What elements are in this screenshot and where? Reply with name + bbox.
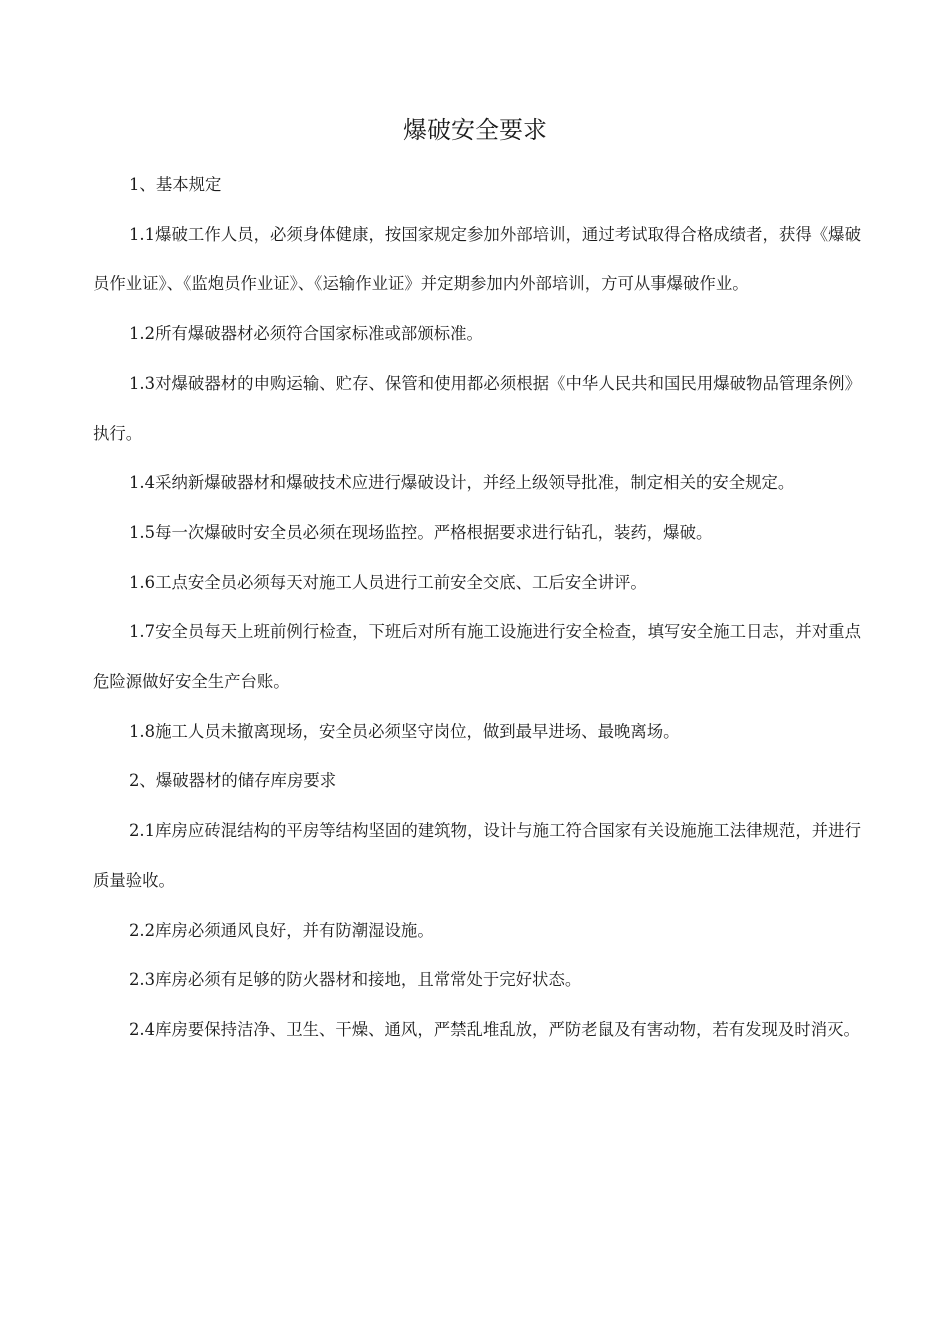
document-title: 爆破安全要求 <box>403 116 547 144</box>
section-heading-2: 2、爆破器材的储存库房要求 <box>129 771 337 791</box>
document-body <box>93 160 861 1055</box>
clause-1-2: 1.2所有爆破器材必须符合国家标准或部颁标准。 <box>129 324 483 344</box>
clause-1-6: 1.6工点安全员必须每天对施工人员进行工前安全交底、工后安全讲评。 <box>129 572 647 592</box>
clause-2-3: 2.3库房必须有足够的防火器材和接地，且常常处于完好状态。 <box>129 970 582 990</box>
clause-2-1: 2.1库房应砖混结构的平房等结构坚固的建筑物，设计与施工符合国家有关设施施工法律规范，并进行质量验收。 <box>93 821 861 890</box>
clause-1-8: 1.8施工人员未撤离现场，安全员必须坚守岗位，做到最早进场、最晚离场。 <box>129 721 680 741</box>
clause-1-3: 1.3对爆破器材的申购运输、贮存、保管和使用都必须根据《中华人民共和国民用爆破物品管理条例》执行。 <box>93 373 861 443</box>
clause-1-7: 1.7安全员每天上班前例行检查，下班后对所有施工设施进行安全检查，填写安全施工日志，并对重点危险源做好安全生产台账。 <box>93 622 861 692</box>
section-heading-1: 1、基本规定 <box>129 175 222 194</box>
clause-2-2: 2.2库房必须通风良好，并有防潮湿设施。 <box>129 920 434 940</box>
clause-1-1: 1.1爆破工作人员，必须身体健康，按国家规定参加外部培训，通过考试取得合格成绩者，获得《爆破员作业证》、《监炮员作业证》、《运输作业证》并定期参加内外部培训，方可从事爆破作业。 <box>93 224 861 294</box>
clause-2-4: 2.4库房要保持洁净、卫生、干燥、通风，严禁乱堆乱放，严防老鼠及有害动物，若有发现及时消灭。 <box>129 1019 860 1039</box>
clause-1-5: 1.5每一次爆破时安全员必须在现场监控。严格根据要求进行钻孔，装药，爆破。 <box>129 522 713 542</box>
clause-1-4: 1.4采纳新爆破器材和爆破技术应进行爆破设计，并经上级领导批准，制定相关的安全规定。 <box>129 473 795 493</box>
